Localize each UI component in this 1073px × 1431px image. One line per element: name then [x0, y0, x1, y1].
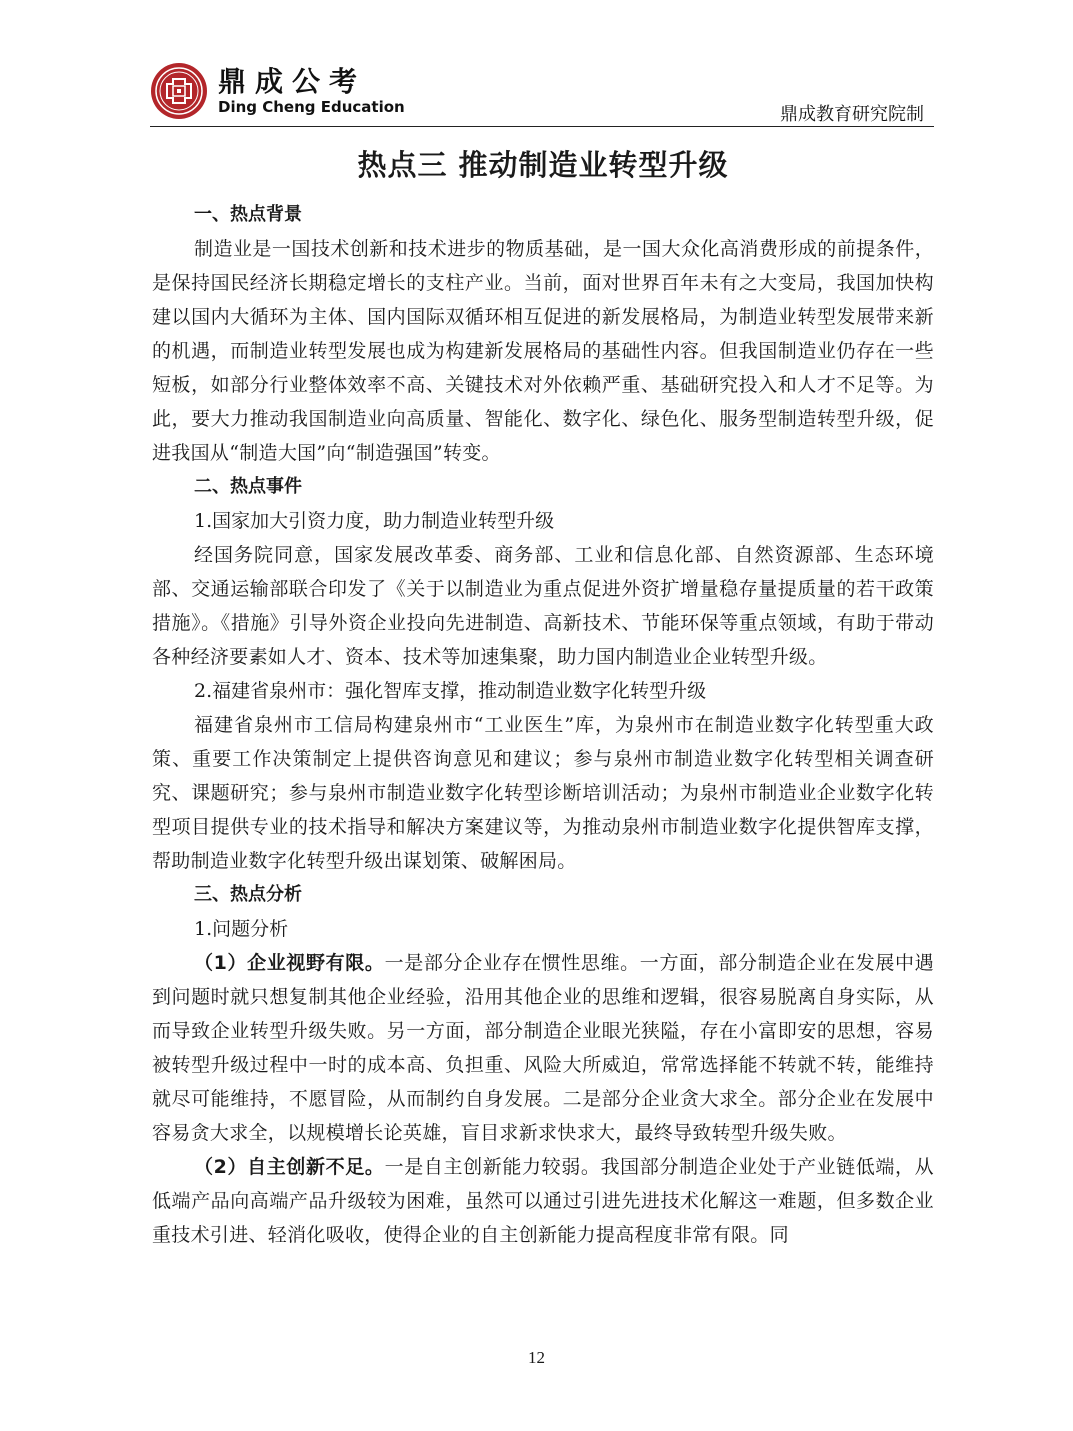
section-heading-events: 二、热点事件 — [194, 476, 302, 497]
brand-name-en: Ding Cheng Education — [218, 98, 405, 116]
paragraph-event-1: 经国务院同意，国家发展改革委、商务部、工业和信息化部、自然资源部、生态环境部、交通运输部联合印发了《关于以制造业为重点促进外资扩增量稳存量提质量的若干政策措施》。《措施》引导外资企业投向先进制造、高新技术、节能环保等重点领域，有助于带动各种经济要素如人才、资本、技术等加速集聚，助力国内制造业企业转型升级。 — [152, 544, 934, 668]
paragraph-background: 制造业是一国技术创新和技术进步的物质基础，是一国大众化高消费形成的前提条件，是保持国民经济长期稳定增长的支柱产业。当前，面对世界百年未有之大变局，我国加快构建以国内大循环为主体、国内国际双循环相互促进的新发展格局，为制造业转型发展带来新的机遇，而制造业转型发展也成为构建新发展格局的基础性内容。但我国制造业仍存在一些短板，如部分行业整体效率不高、关键技术对外依赖严重、基础研究投入和人才不足等。为此，要大力推动我国制造业向高质量、智能化、数字化、绿色化、服务型制造转型升级，促进我国从“制造大国”向“制造强国”转变。 — [152, 238, 934, 464]
paragraph-analysis-1 — [152, 946, 934, 1150]
paragraph-event-2: 福建省泉州市工信局构建泉州市“工业医生”库，为泉州市在制造业数字化转型重大政策、重要工作决策制定上提供咨询意见和建议；参与泉州市制造业数字化转型相关调查研究、课题研究；参与泉州市制造业数字化转型诊断培训活动；为泉州市制造业企业数字化转型项目提供专业的技术指导和解决方案建议等，为推动泉州市制造业数字化提供智库支撑，帮助制造业数字化转型升级出谋划策、破解困局。 — [152, 714, 934, 872]
brand-seal-icon — [150, 62, 208, 120]
page-header — [150, 58, 934, 128]
analysis-1-lead: （1）企业视野有限。 — [194, 952, 385, 974]
page-title: 热点三 推动制造业转型升级 — [357, 148, 729, 182]
page-number: 12 — [528, 1348, 545, 1367]
brand-name-cn: 鼎成公考 — [218, 65, 367, 98]
section-heading-background: 一、热点背景 — [194, 204, 302, 225]
document-body — [152, 140, 934, 1252]
header-divider — [150, 126, 934, 127]
header-institute: 鼎成教育研究院制 — [780, 104, 924, 125]
paragraph-analysis-2 — [152, 1150, 934, 1252]
section-heading-analysis: 三、热点分析 — [194, 884, 302, 905]
subheading-event-2: 2.福建省泉州市：强化智库支撑，推动制造业数字化转型升级 — [194, 680, 707, 702]
analysis-2-text: 一是自主创新能力较弱。我国部分制造企业处于产业链低端，从低端产品向高端产品升级较为困难，虽然可以通过引进先进技术化解这一难题，但多数企业重技术引进、轻消化吸收，使得企业的自主创新能力提高程度非常有限。同 — [152, 1156, 934, 1246]
subheading-problem-analysis: 1.问题分析 — [194, 918, 289, 940]
subheading-event-1: 1.国家加大引资力度，助力制造业转型升级 — [194, 510, 555, 532]
analysis-2-lead: （2）自主创新不足。 — [194, 1156, 385, 1178]
analysis-1-text: 一是部分企业存在惯性思维。一方面，部分制造企业在发展中遇到问题时就只想复制其他企业经验，沿用其他企业的思维和逻辑，很容易脱离自身实际，从而导致企业转型升级失败。另一方面，部分制造企业眼光狭隘，存在小富即安的思想，容易被转型升级过程中一时的成本高、负担重、风险大所威迫，常常选择能不转就不转，能维持就尽可能维持，不愿冒险，从而制约自身发展。二是部分企业贪大求全。部分企业在发展中容易贪大求全，以规模增长论英雄，盲目求新求快求大，最终导致转型升级失败。 — [152, 952, 934, 1144]
